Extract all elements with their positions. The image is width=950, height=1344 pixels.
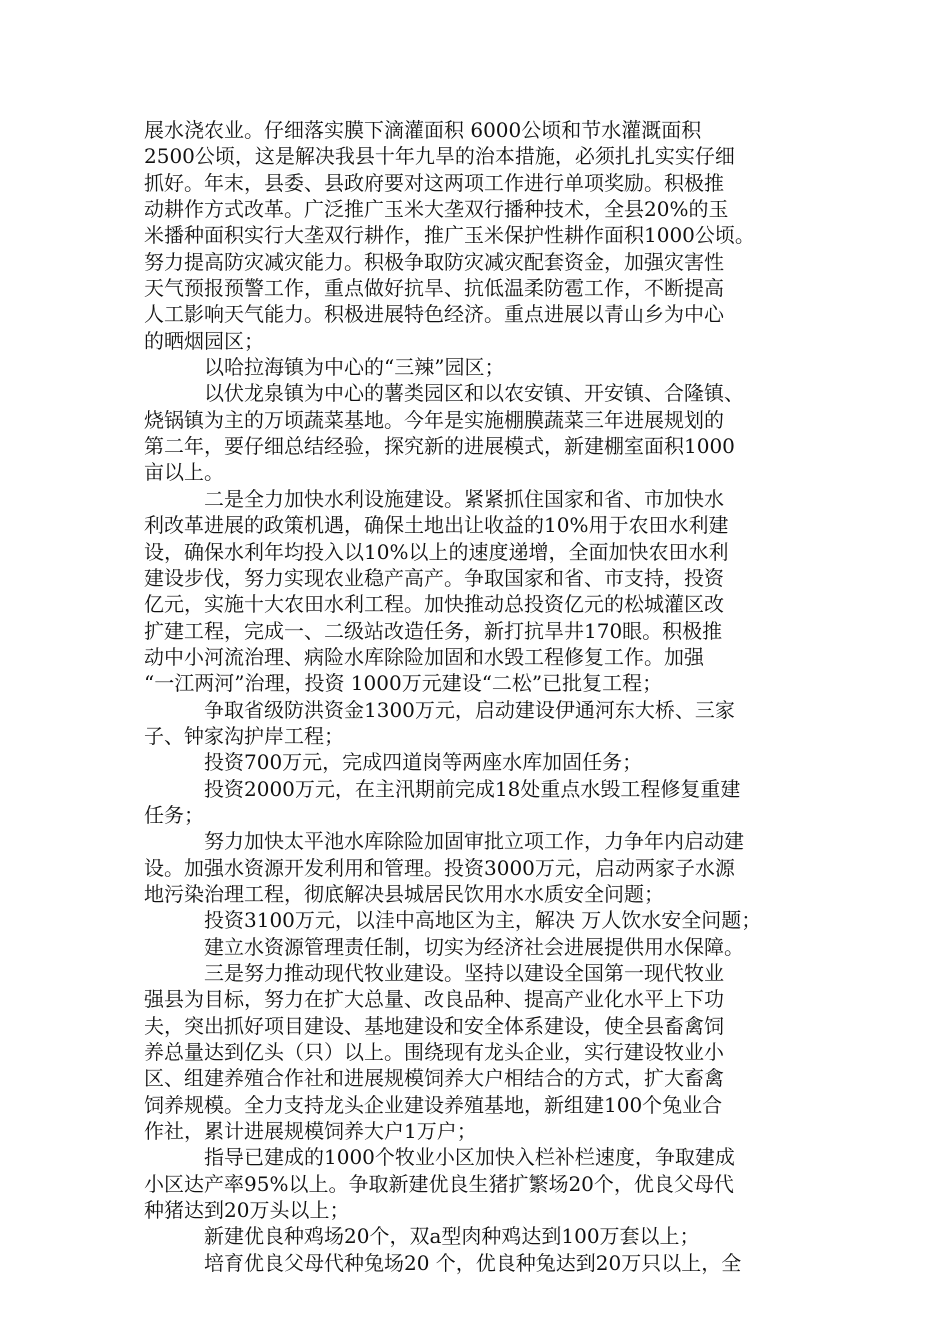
text-line: 烧锅镇为主的万顷蔬菜基地。今年是实施棚膜蔬菜三年进展规划的 <box>144 407 724 432</box>
text-line: 建设步伐，努力实现农业稳产高产。争取国家和省、市支持，投资 <box>144 565 724 590</box>
text-line: 第二年，要仔细总结经验，探究新的进展模式，新建棚室面积1000 <box>144 434 735 459</box>
text-line: 设，确保水利年均投入以10%以上的速度递增，全面加快农田水利 <box>144 539 729 564</box>
text-line: 努力提高防灾减灾能力。积极争取防灾减灾配套资金，加强灾害性 <box>144 249 724 274</box>
text-line: 以哈拉海镇为中心的“三辣”园区； <box>204 355 505 380</box>
text-line: 争取省级防洪资金1300万元，启动建设伊通河东大桥、三家 <box>204 697 735 722</box>
text-line: 饲养规模。全力支持龙头企业建设养殖基地，新组建100个兔业合 <box>144 1092 723 1117</box>
text-line: 地污染治理工程，彻底解决县城居民饮用水水质安全问题； <box>144 881 664 906</box>
text-line: 2500公顷，这是解决我县十年九旱的治本措施，必须扎扎实实仔细 <box>144 144 735 169</box>
text-line: 投资2000万元，在主汛期前完成18处重点水毁工程修复重建 <box>204 776 741 801</box>
text-line: 扩建工程，完成一、二级站改造任务，新打抗旱井170眼。积极推 <box>144 618 723 643</box>
text-line: 强县为目标，努力在扩大总量、改良品种、提高产业化水平上下功 <box>144 987 724 1012</box>
text-line: 米播种面积实行大垄双行耕作，推广玉米保护性耕作面积1000公顷。 <box>144 223 755 248</box>
text-line: 利改革进展的政策机遇，确保土地出让收益的10%用于农田水利建 <box>144 513 729 538</box>
text-line: 三是努力推动现代牧业建设。坚持以建设全国第一现代牧业 <box>204 961 724 985</box>
text-line: 人工影响天气能力。积极进展特色经济。重点进展以青山乡为中心 <box>144 302 724 327</box>
text-line: 培育优良父母代种兔场20 个，优良种兔达到20万只以上，全 <box>204 1250 742 1275</box>
text-line: 二是全力加快水利设施建设。紧紧抓住国家和省、市加快水 <box>204 486 724 511</box>
text-line: 动中小河流治理、病险水库除险加固和水毁工程修复工作。加强 <box>144 644 704 669</box>
text-line: 养总量达到亿头（只）以上。围绕现有龙头企业，实行建设牧业小 <box>144 1040 724 1065</box>
text-line: 以伏龙泉镇为中心的薯类园区和以农安镇、开安镇、合隆镇、 <box>204 381 744 406</box>
text-line: 建立水资源管理责任制，切实为经济社会进展提供用水保障。 <box>204 934 744 959</box>
text-line: 的晒烟园区； <box>144 328 264 353</box>
text-line: 指导已建成的1000个牧业小区加快入栏补栏速度，争取建成 <box>204 1145 735 1170</box>
text-line: 区、组建养殖合作社和进展规模饲养大户相结合的方式，扩大畜禽 <box>144 1066 724 1091</box>
text-line: 任务； <box>144 802 204 827</box>
text-line: 作社，累计进展规模饲养大户1万户； <box>144 1119 477 1144</box>
text-line: 种猪达到20万头以上； <box>144 1198 350 1223</box>
text-line: 亿元，实施十大农田水利工程。加快推动总投资亿元的松城灌区改 <box>144 592 724 617</box>
document-page <box>144 117 812 1276</box>
text-line: 新建优良种鸡场20个，双a型肉种鸡达到100万套以上； <box>204 1224 700 1249</box>
text-line: 抓好。年末，县委、县政府要对这两项工作进行单项奖励。积极推 <box>144 170 724 195</box>
text-line: 亩以上。 <box>144 460 224 485</box>
text-line: 投资700万元，完成四道岗等两座水库加固任务； <box>204 750 643 775</box>
text-line: 动耕作方式改革。广泛推广玉米大垄双行播种技术，全县20%的玉 <box>144 197 729 222</box>
text-line: 子、钟家沟护岸工程； <box>144 723 344 748</box>
text-line: 夫，突出抓好项目建设、基地建设和安全体系建设，使全县畜禽饲 <box>144 1013 724 1038</box>
text-line: 小区达产率95%以上。争取新建优良生猪扩繁场20个，优良父母代 <box>144 1171 734 1196</box>
text-line: 设。加强水资源开发利用和管理。投资3000万元，启动两家子水源 <box>144 855 735 880</box>
text-line: 努力加快太平池水库除险加固审批立项工作，力争年内启动建 <box>204 829 744 854</box>
text-line: 天气预报预警工作，重点做好抗旱、抗低温柔防雹工作，不断提高 <box>144 276 724 301</box>
text-line: “一江两河”治理，投资 1000万元建设“二松”已批复工程； <box>144 671 663 696</box>
text-line: 展水浇农业。仔细落实膜下滴灌面积 6000公顷和节水灌溉面积 <box>144 118 702 142</box>
text-line: 投资3100万元，以洼中高地区为主，解决 万人饮水安全问题； <box>204 908 762 933</box>
